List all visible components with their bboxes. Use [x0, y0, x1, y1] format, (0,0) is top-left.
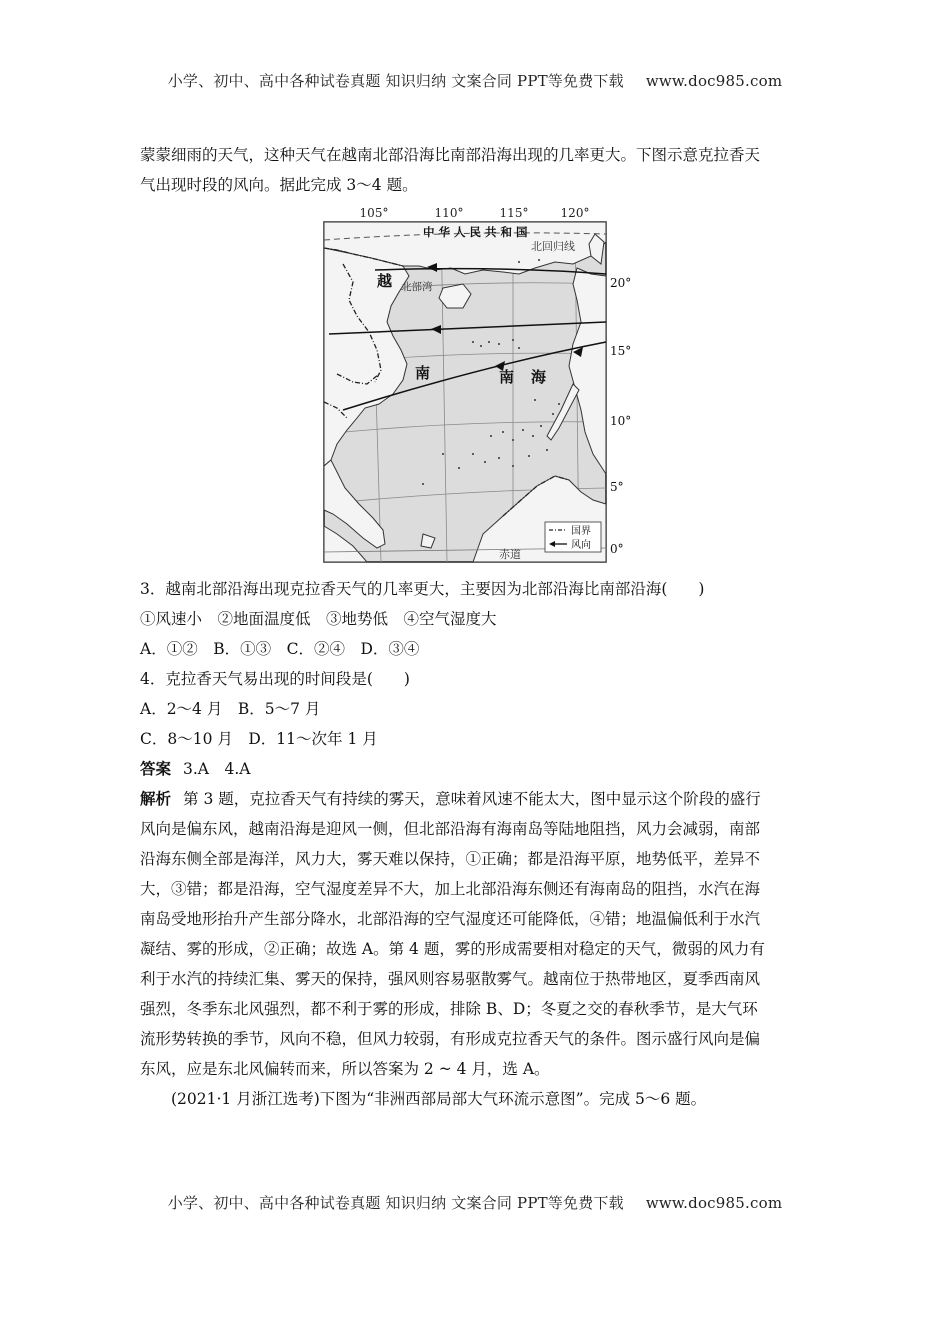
page-header [0, 70, 950, 91]
lon-label: 120° [560, 206, 590, 220]
lat-label: 10° [610, 414, 632, 428]
header-text: 小学、初中、高中各种试卷真题 知识归纳 文案合同 PPT等免费下载 [167, 72, 624, 90]
sea-nan-label: 南 [499, 368, 515, 386]
explanation-line-5: 南岛受地形抬升产生部分降水，北部沿海的空气湿度还可能降低，④错；地温偏低利于水汽 [140, 910, 761, 928]
wind-map-figure [323, 204, 613, 566]
explanation-line-9: 流形势转换的季节，风向不稳，但风力较弱，有形成克拉香天气的条件。图示盛行风向是偏 [140, 1030, 761, 1048]
intro-paragraph [140, 140, 812, 200]
lon-label: 105° [359, 206, 389, 220]
q4-options-2: C．8～10 月 D．11～次年 1 月 [140, 730, 378, 748]
lon-label: 110° [434, 206, 464, 220]
lat-label: 15° [610, 344, 632, 358]
q3-items: ①风速小 ②地面温度低 ③地势低 ④空气湿度大 [140, 610, 497, 628]
explanation-line-2: 风向是偏东风，越南沿海是迎风一侧，但北部沿海有海南岛等陆地阻挡，风力会减弱，南部 [140, 820, 761, 838]
header-url[interactable]: www.doc985.com [645, 72, 783, 90]
explanation-line-10: 东风，应是东北风偏转而来，所以答案为 2 ~ 4 月，选 A。 [140, 1060, 550, 1078]
nan-label: 南 [415, 364, 431, 382]
wind-map [323, 204, 613, 566]
q4-options-1: A．2～4 月 B．5～7 月 [140, 700, 321, 718]
lat-label: 20° [610, 276, 632, 290]
legend-wind-label: 风向 [571, 540, 591, 551]
tropic-label: 北回归线 [531, 240, 575, 253]
answer-line [140, 754, 812, 784]
sea-hai-label: 海 [531, 368, 547, 386]
explanation-line-3: 沿海东侧全部是海洋，风力大，雾天难以保持，①正确；都是沿海平原，地势低平，差异不 [140, 850, 761, 868]
lat-label: 5° [610, 480, 624, 494]
q3-options: A．①② B．①③ C．②④ D．③④ [140, 640, 420, 658]
map-legend [545, 522, 601, 552]
explanation-line-6: 凝结、雾的形成，②正确；故选 A。第 4 题，雾的形成需要相对稳定的天气，微弱的风力有 [140, 940, 765, 958]
viet-label: 越 [377, 272, 393, 290]
answer-text: 3.A 4.A [183, 760, 251, 778]
gulf-label: 北部湾 [401, 281, 433, 293]
lat-label: 0° [610, 542, 624, 556]
q3-stem: 3．越南北部沿海出现克拉香天气的几率更大，主要因为北部沿海比南部沿海( ) [140, 580, 705, 598]
next-question-intro: (2021·1 月浙江选考)下图为“非洲西部局部大气环流示意图”。完成 5～6 题。 [171, 1090, 707, 1108]
footer-text: 小学、初中、高中各种试卷真题 知识归纳 文案合同 PPT等免费下载 [167, 1194, 624, 1212]
legend-border-label: 国界 [571, 526, 591, 537]
answer-label: 答案 [140, 759, 172, 778]
questions-block [140, 574, 812, 754]
page-footer [0, 1192, 950, 1213]
intro-line-2: 气出现时段的风向。据此完成 3～4 题。 [140, 176, 418, 194]
explanation-line-1: 第 3 题，克拉香天气有持续的雾天，意味着风速不能太大，图中显示这个阶段的盛行 [183, 790, 761, 808]
explanation-line-8: 强烈，冬季东北风强烈，都不利于雾的形成，排除 B、D；冬夏之交的春秋季节，是大气环 [140, 1000, 758, 1018]
q4-stem: 4．克拉香天气易出现的时间段是( ) [140, 670, 410, 688]
equator-label: 赤道 [499, 548, 521, 561]
intro-line-1: 蒙蒙细雨的天气，这种天气在越南北部沿海比南部沿海出现的几率更大。下图示意克拉香天 [140, 146, 761, 164]
explanation-label: 解析 [140, 789, 172, 808]
explanation-block [140, 784, 812, 1114]
explanation-line-7: 利于水汽的持续汇集、雾天的保持，强风则容易驱散雾气。越南位于热带地区，夏季西南风 [140, 970, 761, 988]
lon-label: 115° [499, 206, 529, 220]
footer-url[interactable]: www.doc985.com [645, 1194, 783, 1212]
china-label: 中 华 人 民 共 和 国 [423, 225, 528, 239]
latitude-labels [610, 204, 650, 566]
explanation-line-4: 大，③错；都是沿海，空气湿度差异不大，加上北部沿海东侧还有海南岛的阻挡，水汽在海 [140, 880, 761, 898]
